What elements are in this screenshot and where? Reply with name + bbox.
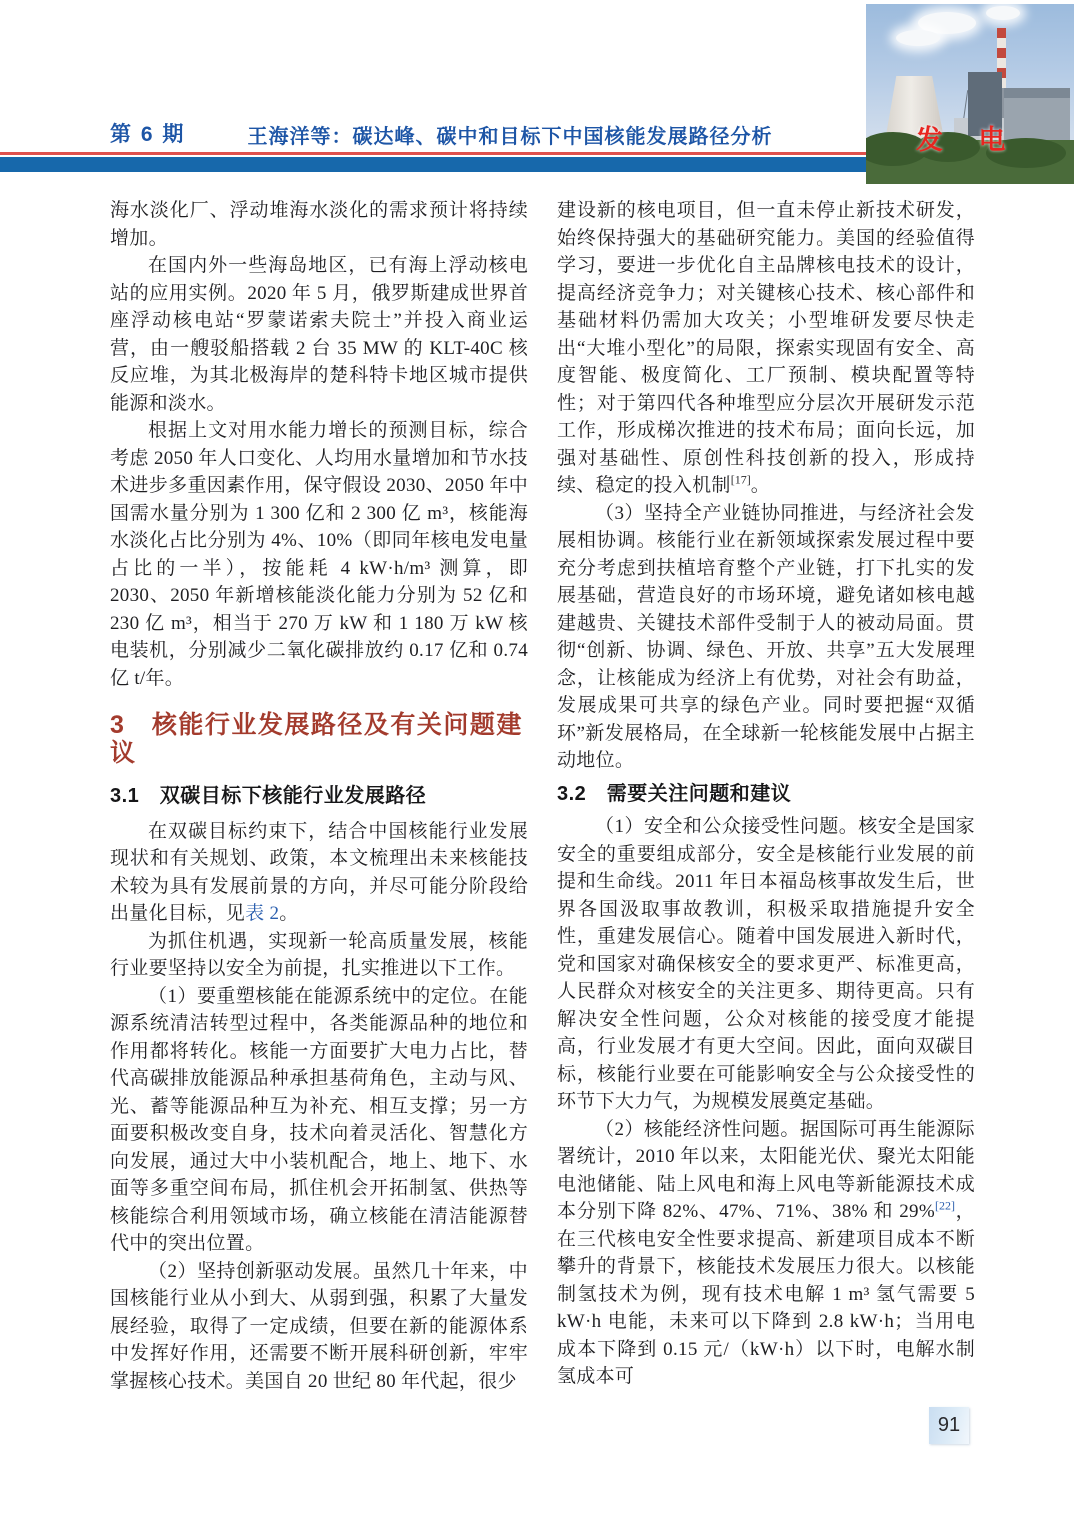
paragraph	[557, 1116, 975, 1391]
paragraph: （2）坚持创新驱动发展。虽然几十年来，中国核能行业从小到大、从弱到强，积累了大量发展经验，取得了一定成绩，但要在新的能源体系中发挥好作用，还需要不断开展科研创新，牢牢掌握核心技术。美国自 20 世纪 80 年代起，很少	[110, 1260, 528, 1392]
paragraph: （3）坚持全产业链协同推进，与经济社会发展相协调。核能行业在新领域探索发展过程中要充分考虑到扶植培育整个产业链，打下扎实的发展基础，营造良好的市场环境，避免诸如核电越建越贵、关键技术部件受制于人的被动局面。贯彻“创新、协调、绿色、开放、共享”五大发展理念，让核能成为经济上有优势，对社会有助益，发展成果可共享的绿色产业。同时要把握“双循环”新发展格局，在全球新一轮核能发展中占据主动地位。	[557, 502, 975, 771]
paragraph: 海水淡化厂、浮动堆海水淡化的需求预计将持续增加。	[110, 200, 528, 249]
paragraph: （1）要重塑核能在能源系统中的定位。在能源系统清洁转型过程中，各类能源品种的地位和作用都将转化。核能一方面要扩大电力占比，替代高碳排放能源品种承担基荷角色，主动与风、光、蓄等能源品种互为补充、相互支撑；另一方面要积极改变自身，技术向着灵活化、智慧化方向发展，通过大中小装机配合，地上、地下、水面等多重空间布局，抓住机会开拓制氢、供热等核能综合利用领域市场，确立核能在清洁能源替代中的突出位置。	[110, 985, 528, 1254]
paragraph: 根据上文对用水能力增长的预测目标，综合考虑 2050 年人口变化、人均用水量增加和节水技术进步多重因素作用，保守假设 2030、2050 年中国需水量分别为 1 300 亿和 2 300 亿 m³，核能海水淡化占比分别为 4%、10%（即同年核电发电量占比的一半），按能耗 4 kW·h/m³ 测算，即 2030、2050 年新增核能淡化能力分别为 52 亿和 230 亿 m³，相当于 270 万 kW 和 1 180 万 kW 核电装机，分别减少二氧化碳排放约 0.17 亿和 0.74 亿 t/年。	[110, 420, 528, 689]
paragraph-text: 。	[750, 475, 771, 496]
header-rule-blue	[0, 157, 866, 172]
paragraph: （1）安全和公众接受性问题。核安全是国家安全的重要组成部分，安全是核能行业发展的前提和生命线。2011 年日本福岛核事故发生后，世界各国汲取事故教训，积极采取措施提升安全性，重建发展信心。随着中国发展进入新时代，党和国家对确保核安全的要求更严、标准更高，人民群众对核安全的关注更多、期待更高。只有解决安全性问题，公众对核能的接受度才能提高，行业发展才有更大空间。因此，面向双碳目标，核能行业要在可能影响安全与公众接受性的环节下大力气，为规模发展奠定基础。	[557, 816, 975, 1112]
header-rule-red	[0, 152, 866, 155]
cloud-shape	[986, 6, 1020, 20]
subsection-heading-3-1: 3.1 双碳目标下核能行业发展路径	[110, 785, 427, 807]
paragraph-text: 建设新的核电项目，但一直未停止新技术研发，始终保持强大的基础研究能力。美国的经验值得学习，要进一步优化自主品牌核电技术的设计，提高经济竞争力；对关键核心技术、核心部件和基础材料仍需加大攻关；小型堆研发要尽快走出“大堆小型化”的局限，探索实现固有安全、高度智能、极度简化、工厂预制、模块配置等特性；对于第四代各种堆型应分层次开展研发示范工作，形成梯次推进的技术布局；面向长远，加强对基础性、原创性科技创新的投入，形成持续、稳定的投入机制	[557, 200, 975, 496]
paragraph-text: 。	[279, 903, 299, 924]
paragraph	[557, 197, 975, 500]
issue-label: 第 6 期	[110, 123, 186, 146]
table-2-link[interactable]: 表 2	[245, 903, 280, 924]
reference-marker-22[interactable]: [22]	[934, 1198, 955, 1213]
header-photo	[866, 4, 1074, 184]
right-column	[557, 197, 975, 1391]
photo-caption: 发 电	[916, 125, 1020, 155]
reference-marker-17: [17]	[730, 472, 751, 487]
paragraph-text: ，在三代核电安全性要求提高、新建项目成本不断攀升的背景下，核能技术发展压力很大。以核能制氢技术为例，现有技术电解 1 m³ 氢气需要 5 kW·h 电能，未来可以下降到 2.8 kW·h；当用电成本下降到 0.15 元/（kW·h）以下时，电解水制氢成本可	[557, 1201, 975, 1387]
subsection-heading-3-2: 3.2 需要关注问题和建议	[557, 782, 792, 805]
running-title: 王海洋等：碳达峰、碳中和目标下中国核能发展路径分析	[247, 126, 773, 148]
left-column	[110, 197, 528, 1395]
paragraph	[110, 818, 528, 928]
paragraph-text: （2）核能经济性问题。据国际可再生能源际署统计，2010 年以来，太阳能光伏、聚光太阳能电池储能、陆上风电和海上风电等新能源技术成本分别下降 82%、47%、71%、38% 和 29%	[557, 1118, 975, 1222]
paragraph: 为抓住机遇，实现新一轮高质量发展，核能行业要坚持以安全为前提，扎实推进以下工作。	[110, 930, 528, 979]
paragraph: 在国内外一些海岛地区，已有海上浮动核电站的应用实例。2020 年 5 月，俄罗斯建成世界首座浮动核电站“罗蒙诺索夫院士”并投入商业运营，由一艘驳船搭载 2 台 35 MW 的 KLT-40C 核反应堆，为其北极海岸的楚科特卡地区城市提供能源和淡水。	[110, 255, 528, 414]
cloud-shape	[896, 30, 940, 46]
paragraph-text: 在双碳目标约束下，结合中国核能行业发展现状和有关规划、政策，本文梳理出未来核能技术较为具有发展前景的方向，并尽可能分阶段给出量化目标，见	[110, 820, 528, 924]
section-heading: 3 核能行业发展路径及有关问题建议	[110, 711, 523, 767]
page-number: 91	[937, 1414, 961, 1436]
page-number-badge	[929, 1407, 969, 1444]
